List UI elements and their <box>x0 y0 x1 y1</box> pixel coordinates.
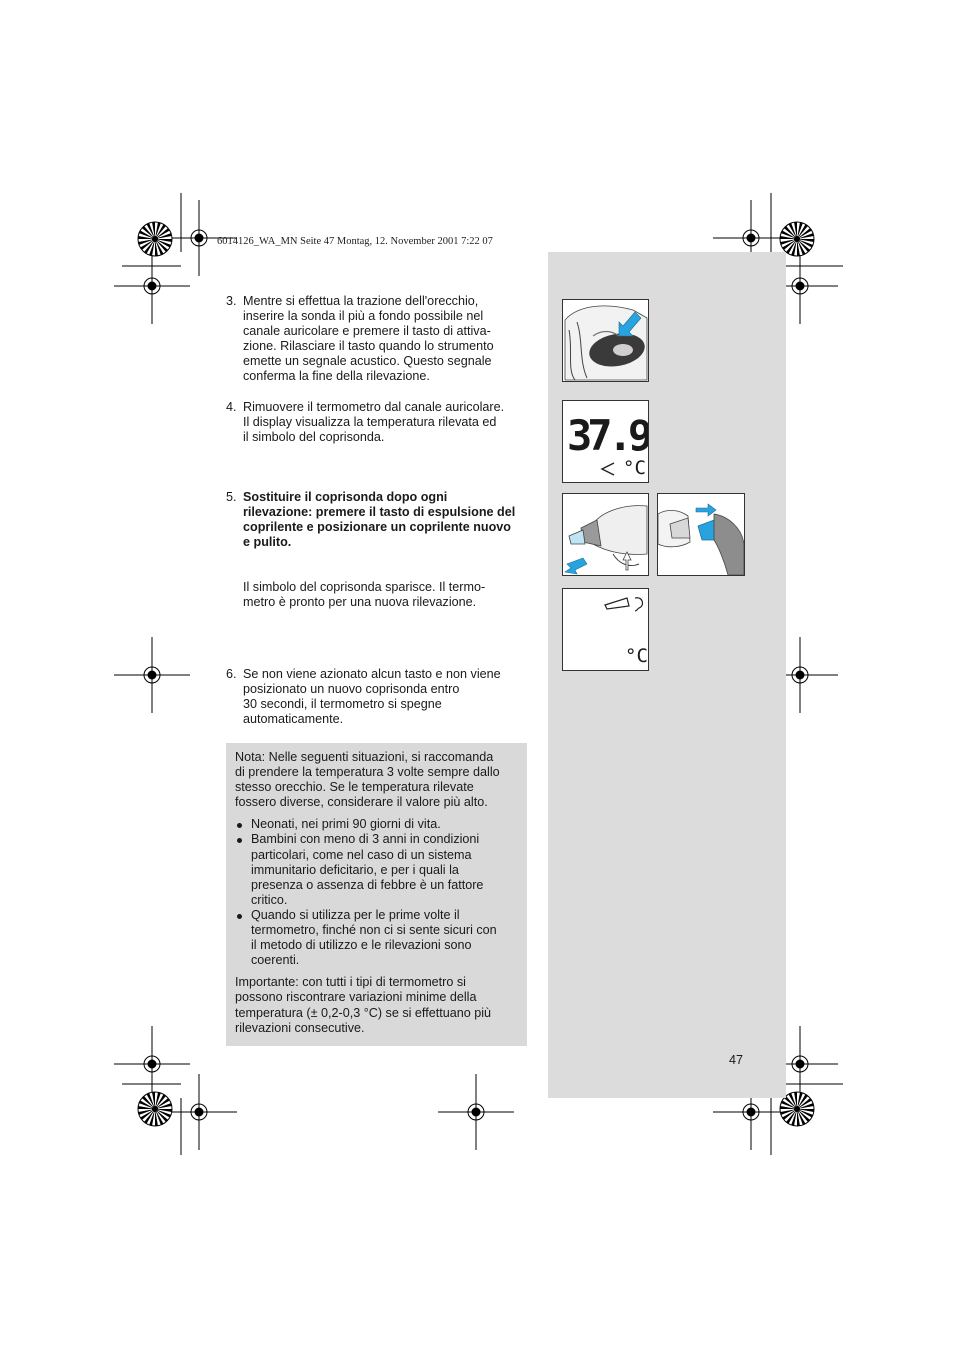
text-line: metro è pronto per una nuova rilevazione. <box>243 595 477 610</box>
note-box <box>226 743 527 1046</box>
figure-insert-probe <box>562 299 649 382</box>
step-number: 5. <box>226 490 237 504</box>
registration-cross-icon <box>114 637 190 713</box>
text-line: conferma la fine della rilevazione. <box>243 369 430 384</box>
list-item <box>235 832 518 907</box>
figure-eject-cover <box>562 493 649 576</box>
text-line: critico. <box>251 892 288 907</box>
text-line: Se non viene azionato alcun tasto e non viene <box>243 667 501 681</box>
step-text <box>243 667 528 727</box>
page-number: 47 <box>729 1053 744 1067</box>
new-cover-illustration <box>658 494 744 575</box>
text-line: zione. Rilasciare il tasto quando lo strumento <box>243 339 494 354</box>
figure-lcd-reading <box>562 400 649 483</box>
arrow-icon <box>565 558 587 574</box>
probe-and-ear-icon <box>603 594 645 612</box>
text-line: emette un segnale acustico. Questo segnale <box>243 354 492 369</box>
text-line: inserire la sonda il più a fondo possibile nel <box>243 309 484 324</box>
step-5 <box>226 490 528 550</box>
color-registration-wheel-icon <box>138 222 172 256</box>
arrow-icon <box>696 504 716 516</box>
step-3 <box>226 294 528 385</box>
print-slug: 6014126_WA_MN Seite 47 Montag, 12. November 2001 7:22 07 <box>217 236 493 247</box>
color-registration-wheel-icon <box>780 222 814 256</box>
text-line: canale auricolare e premere il tasto di attiva- <box>243 324 491 339</box>
note-bullet-list <box>235 817 518 968</box>
note-important <box>235 975 518 1035</box>
text-line: immunitario deficitario, e per i quali la <box>251 862 459 877</box>
text-line: coerenti. <box>251 953 300 968</box>
registration-cross-icon <box>438 1074 514 1150</box>
text-line: rilevazione: premere il tasto di espulsione del <box>243 505 516 520</box>
text-line: posizionato un nuovo coprisonda entro <box>243 682 460 697</box>
lcd-temperature: 37.9 <box>567 411 649 460</box>
text-line: possono riscontrare variazioni minime della <box>235 990 477 1005</box>
text-line: il simbolo del coprisonda. <box>243 430 385 445</box>
step-text <box>243 294 528 385</box>
text-line: presenza o assenza di febbre è un fattore <box>251 877 484 892</box>
text-line: Nota: Nelle seguenti situazioni, si raccomanda <box>235 750 494 764</box>
step-number: 6. <box>226 667 237 681</box>
text-line: Il display visualizza la temperatura rilevata ed <box>243 415 497 430</box>
note-intro <box>235 750 518 810</box>
ear-insertion-illustration <box>563 300 648 381</box>
list-item <box>235 817 518 832</box>
step-5-followup <box>243 580 528 610</box>
figure-lcd-ready <box>562 588 649 671</box>
figure-new-cover <box>657 493 745 576</box>
text-line: di prendere la temperatura 3 volte sempre dallo <box>235 765 500 780</box>
text-line: Neonati, nei primi 90 giorni di vita. <box>251 817 441 832</box>
text-line: fossero diverse, considerare il valore più alto. <box>235 795 488 810</box>
text-line: termometro, finché non ci si sente sicuri con <box>251 923 497 938</box>
list-item <box>235 908 518 968</box>
text-line: Rimuovere il termometro dal canale auricolare. <box>243 400 505 414</box>
text-line: Quando si utilizza per le prime volte il <box>251 907 460 922</box>
text-line: Mentre si effettua la trazione dell'orecchio, <box>243 294 479 308</box>
probe-cover-icon <box>600 461 616 477</box>
text-line: e pulito. <box>243 535 292 550</box>
text-line: rilevazioni consecutive. <box>235 1020 365 1035</box>
step-6 <box>226 667 528 727</box>
text-line: il metodo di utilizzo e le rilevazioni sono <box>251 938 472 953</box>
registration-cross-icon <box>114 248 190 324</box>
text-line: Bambini con meno di 3 anni in condizioni <box>251 832 480 847</box>
step-number: 4. <box>226 400 237 414</box>
step-4 <box>226 400 528 445</box>
text-line: Il simbolo del coprisonda sparisce. Il termo- <box>243 580 486 594</box>
text-line: Importante: con tutti i tipi di termometro si <box>235 975 466 990</box>
color-registration-wheel-icon <box>138 1092 172 1126</box>
step-text <box>243 400 528 445</box>
lcd-unit: °C <box>623 457 646 479</box>
text-line: temperatura (± 0,2-0,3 °C) se si effettuano più <box>235 1005 492 1020</box>
text-line: particolari, come nel caso di un sistema <box>251 847 472 862</box>
eject-cover-illustration <box>563 494 648 575</box>
text-line: 30 secondi, il termometro si spegne <box>243 697 442 712</box>
step-number: 3. <box>226 294 237 308</box>
step-text <box>243 490 528 550</box>
registration-cross-icon <box>161 1074 237 1150</box>
text-line: coprilente e posizionare un coprilente nuovo <box>243 520 512 535</box>
lcd-unit: °C <box>625 645 648 667</box>
text-line: stesso orecchio. Se le temperatura rilevate <box>235 780 474 795</box>
registration-cross-icon <box>114 1026 190 1102</box>
text-line: automaticamente. <box>243 712 344 727</box>
text-line: Sostituire il coprisonda dopo ogni <box>243 490 448 504</box>
